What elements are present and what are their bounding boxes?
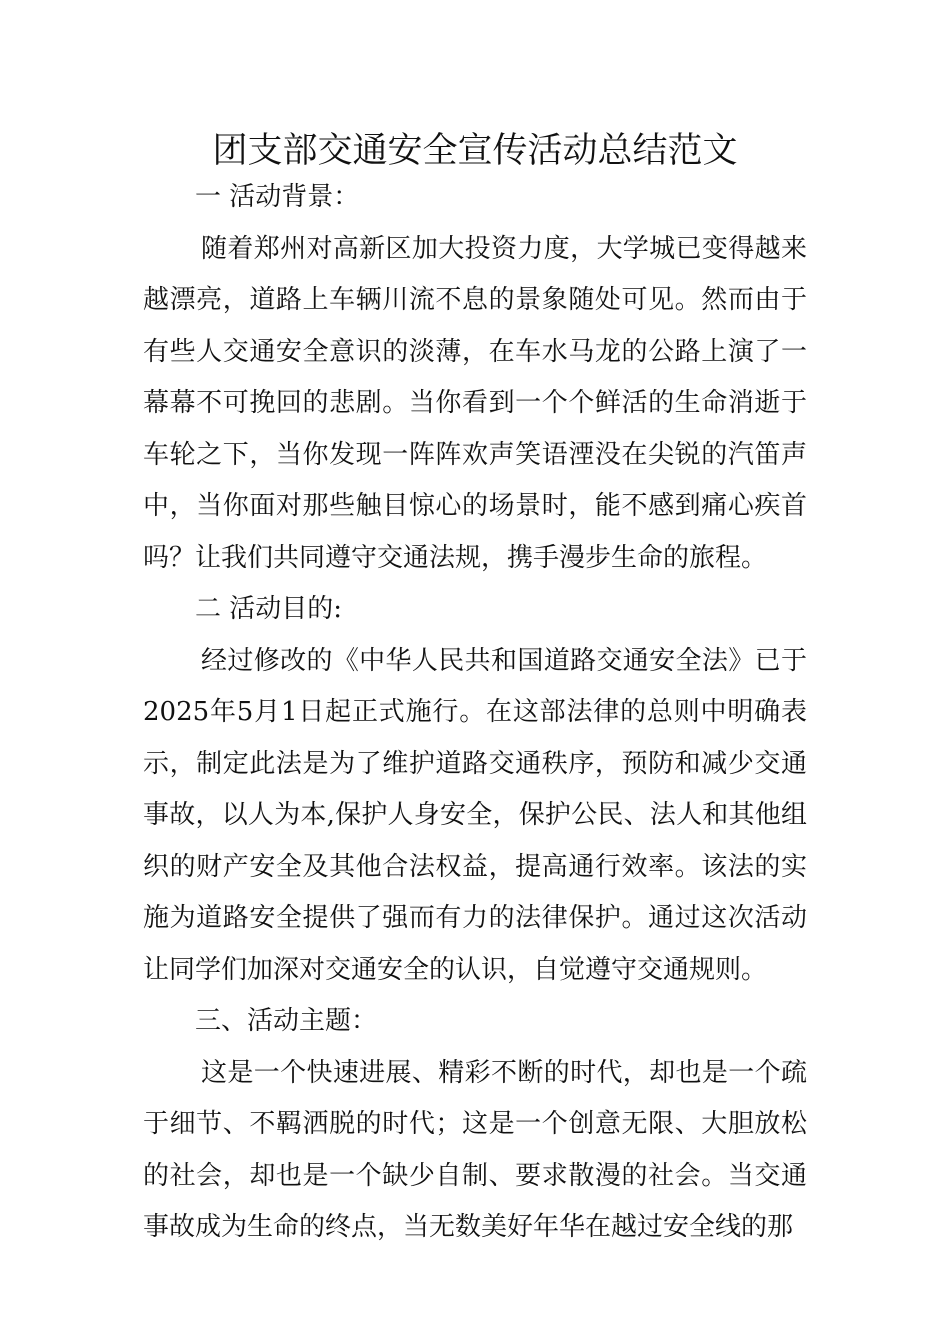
- document-body: [143, 172, 807, 1254]
- section-heading-background: 一 活动背景：: [195, 182, 360, 212]
- section-heading-theme: 三、活动主题：: [195, 1006, 378, 1036]
- section-paragraph-background: 随着郑州对高新区加大投资力度，大学城已变得越来越漂亮，道路上车辆川流不息的景象随处可见。然而由于有些人交通安全意识的淡薄，在车水马龙的公路上演了一幕幕不可挽回的悲剧。当你看到一个个鲜活的生命消逝于车轮之下，当你发现一阵阵欢声笑语湮没在尖锐的汽笛声中，当你面对那些触目惊心的场景时，能不感到痛心疾首吗？让我们共同遵守交通法规，携手漫步生命的旅程。: [143, 233, 807, 573]
- section-paragraph-theme: 这是一个快速进展、精彩不断的时代，却也是一个疏于细节、不羁洒脱的时代；这是一个创意无限、大胆放松的社会，却也是一个缺少自制、要求散漫的社会。当交通事故成为生命的终点，当无数美好年华在越过安全线的那: [143, 1057, 807, 1242]
- document-title: 团支部交通安全宣传活动总结范文: [212, 131, 738, 171]
- section-paragraph-purpose: 经过修改的《中华人民共和国道路交通安全法》已于2025年5月1日起正式施行。在这部法律的总则中明确表示，制定此法是为了维护道路交通秩序，预防和减少交通事故，以人为本,保护人身安全，保护公民、法人和其他组织的财产安全及其他合法权益，提高通行效率。该法的实施为道路安全提供了强而有力的法律保护。通过这次活动让同学们加深对交通安全的认识，自觉遵守交通规则。: [143, 645, 807, 985]
- section-heading-purpose: 二 活动目的:: [195, 594, 343, 624]
